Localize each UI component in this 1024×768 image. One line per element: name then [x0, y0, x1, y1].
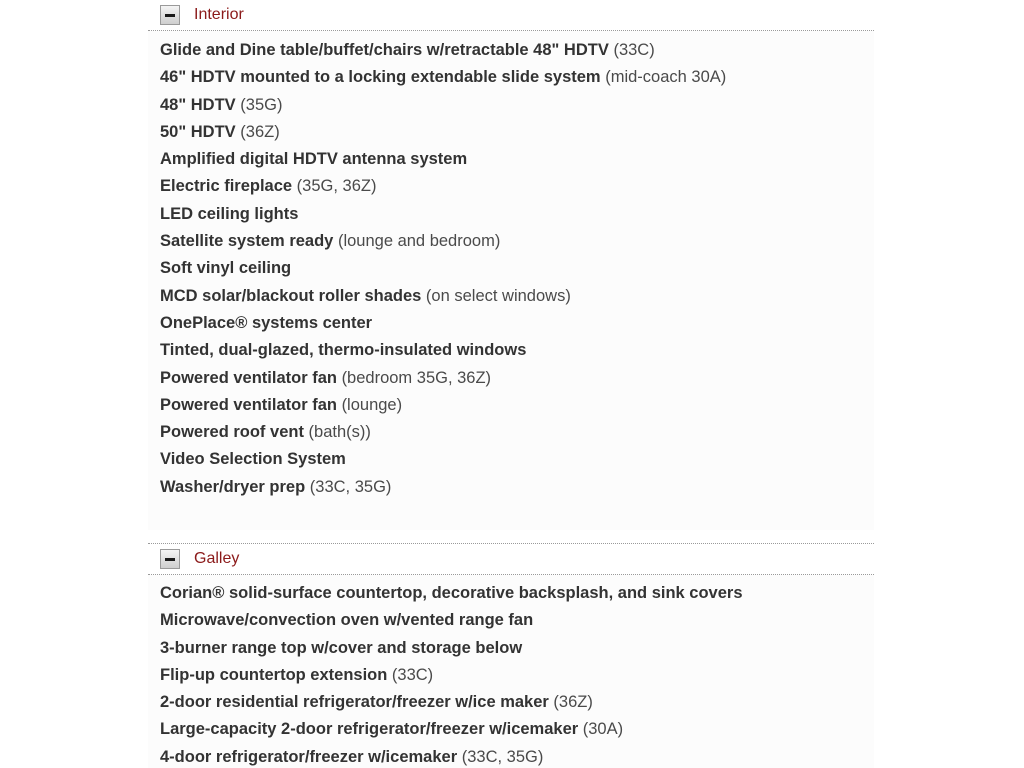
- feature-name: 2-door residential refrigerator/freezer w/ice maker: [160, 693, 549, 712]
- list-item: [148, 119, 874, 146]
- list-item: [148, 607, 874, 634]
- list-item: [148, 255, 874, 282]
- feature-name: Large-capacity 2-door refrigerator/freezer w/icemaker: [160, 720, 579, 739]
- feature-list-interior: [148, 31, 874, 501]
- list-item: [148, 92, 874, 119]
- feature-name: Video Selection System: [160, 450, 346, 469]
- feature-note: (35G): [240, 95, 283, 114]
- list-item: [148, 37, 874, 64]
- list-item: [148, 392, 874, 419]
- list-item: [148, 689, 874, 716]
- feature-note: (33C, 35G): [309, 477, 392, 496]
- section-header-interior[interactable]: [148, 0, 874, 31]
- feature-name: Electric fireplace: [160, 177, 293, 196]
- list-item: [148, 716, 874, 743]
- list-item: [148, 228, 874, 255]
- list-item: [148, 146, 874, 173]
- list-item: [148, 64, 874, 91]
- feature-name: OnePlace® systems center: [160, 313, 373, 332]
- list-item: [148, 201, 874, 228]
- feature-name: LED ceiling lights: [160, 204, 299, 223]
- feature-name: Amplified digital HDTV antenna system: [160, 150, 468, 169]
- list-item: [148, 173, 874, 200]
- feature-name: 50" HDTV: [160, 122, 236, 141]
- feature-name: 46" HDTV mounted to a locking extendable slide system: [160, 68, 601, 87]
- section-title[interactable]: Galley: [194, 550, 240, 567]
- feature-name: 4-door refrigerator/freezer w/icemaker: [160, 747, 458, 766]
- feature-note: (30A): [582, 720, 624, 739]
- feature-name: Flip-up countertop extension: [160, 665, 388, 684]
- feature-name: Satellite system ready: [160, 232, 334, 251]
- feature-name: Soft vinyl ceiling: [160, 259, 292, 278]
- feature-name: Corian® solid-surface countertop, decorative backsplash, and sink covers: [160, 584, 743, 602]
- list-item: [148, 365, 874, 392]
- list-item: [148, 419, 874, 446]
- feature-note: (33C): [613, 41, 655, 59]
- feature-note: (35G, 36Z): [296, 177, 377, 196]
- feature-name: Tinted, dual-glazed, thermo-insulated windows: [160, 341, 527, 360]
- section-header-galley[interactable]: [148, 543, 874, 575]
- feature-name: Washer/dryer prep: [160, 477, 306, 496]
- feature-name: 48" HDTV: [160, 95, 236, 114]
- feature-note: (36Z): [240, 122, 280, 141]
- feature-note: (bedroom 35G, 36Z): [341, 368, 492, 387]
- feature-note: (lounge and bedroom): [337, 232, 501, 251]
- feature-name: Powered roof vent: [160, 423, 304, 442]
- feature-note: (33C, 35G): [461, 747, 544, 766]
- list-item: [148, 635, 874, 662]
- feature-note: (on select windows): [425, 286, 571, 305]
- section-interior: [148, 0, 874, 530]
- feature-name: Glide and Dine table/buffet/chairs w/retractable 48" HDTV: [160, 41, 609, 59]
- list-item: [148, 337, 874, 364]
- section-title[interactable]: Interior: [194, 6, 244, 23]
- list-item: [148, 310, 874, 337]
- feature-note: (mid-coach 30A): [605, 68, 727, 87]
- collapse-minus-icon[interactable]: [160, 549, 180, 569]
- feature-note: (bath(s)): [308, 423, 371, 442]
- feature-note: (33C): [391, 665, 434, 684]
- list-item: [148, 283, 874, 310]
- feature-name: Powered ventilator fan: [160, 368, 337, 387]
- section-galley: [148, 543, 874, 768]
- list-item: [148, 744, 874, 768]
- feature-list-galley: [148, 575, 874, 768]
- feature-note: (36Z): [553, 693, 593, 712]
- collapse-minus-icon[interactable]: [160, 5, 180, 25]
- list-item: [148, 662, 874, 689]
- feature-note: (lounge): [341, 395, 403, 414]
- list-item: [148, 446, 874, 473]
- feature-name: 3-burner range top w/cover and storage below: [160, 638, 523, 657]
- list-item: [148, 474, 874, 501]
- feature-name: Powered ventilator fan: [160, 395, 337, 414]
- feature-name: MCD solar/blackout roller shades: [160, 286, 422, 305]
- feature-name: Microwave/convection oven w/vented range fan: [160, 611, 534, 630]
- list-item: [148, 580, 874, 607]
